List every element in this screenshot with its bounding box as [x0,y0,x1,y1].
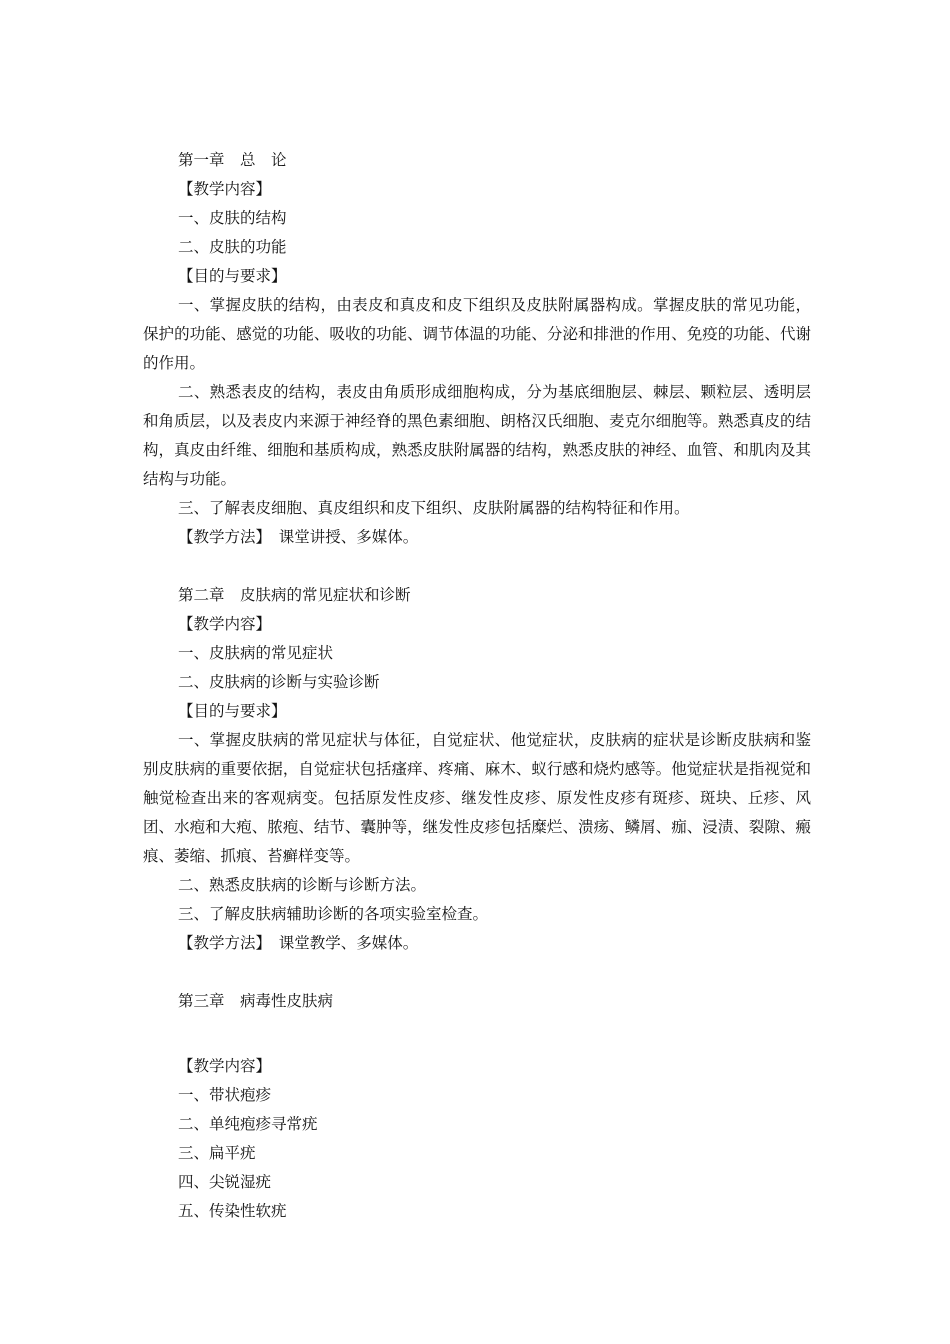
teaching-method: 【教学方法】 课堂教学、多媒体。 [178,934,419,952]
content-item: 二、皮肤病的诊断与实验诊断 [178,673,380,691]
chapter-title: 第一章 总 论 [178,151,287,169]
goal-paragraph: 三、了解皮肤病辅助诊断的各项实验室检查。 [178,905,489,923]
chapter-title: 第二章 皮肤病的常见症状和诊断 [178,586,411,604]
teaching-method: 【教学方法】 课堂讲授、多媒体。 [178,528,419,546]
content-item: 二、皮肤的功能 [178,238,287,256]
chapter-title: 第三章 病毒性皮肤病 [178,992,334,1010]
spacer [143,552,811,581]
section-heading-goals: 【目的与要求】 [178,267,287,285]
content-item: 一、皮肤病的常见症状 [178,644,334,662]
goal-paragraph: 三、了解表皮细胞、真皮组织和皮下组织、皮肤附属器的结构特征和作用。 [178,499,690,517]
content-item: 一、带状疱疹 [178,1086,272,1104]
section-heading-content: 【教学内容】 [178,180,272,198]
section-heading-content: 【教学内容】 [178,1057,272,1075]
content-item: 一、皮肤的结构 [178,209,287,227]
content-item: 三、扁平疣 [178,1144,256,1162]
chapter-2 [143,581,811,958]
content-item: 二、单纯疱疹寻常疣 [178,1115,318,1133]
content-item: 四、尖锐湿疣 [178,1173,272,1191]
goal-paragraph: 一、掌握皮肤的结构，由表皮和真皮和皮下组织及皮肤附属器构成。掌握皮肤的常见功能，保护的功能、感觉的功能、吸收的功能、调节体温的功能、分泌和排泄的作用、免疫的功能、代谢的作用。 [143,296,811,372]
spacer [143,958,811,987]
chapter-3 [143,987,811,1226]
document-page [143,146,811,1226]
content-item: 五、传染性软疣 [178,1202,287,1220]
section-heading-goals: 【目的与要求】 [178,702,287,720]
section-heading-content: 【教学内容】 [178,615,272,633]
goal-paragraph: 二、熟悉表皮的结构，表皮由角质形成细胞构成，分为基底细胞层、棘层、颗粒层、透明层和角质层，以及表皮内来源于神经脊的黑色素细胞、朗格汉氏细胞、麦克尔细胞等。熟悉真皮的结构，真皮由纤维、细胞和基质构成，熟悉皮肤附属器的结构，熟悉皮肤的神经、血管、和肌肉及其结构与功能。 [143,383,811,488]
goal-paragraph: 二、熟悉皮肤病的诊断与诊断方法。 [178,876,427,894]
chapter-1 [143,146,811,552]
goal-paragraph: 一、掌握皮肤病的常见症状与体征，自觉症状、他觉症状，皮肤病的症状是诊断皮肤病和鉴别皮肤病的重要依据，自觉症状包括瘙痒、疼痛、麻木、蚁行感和烧灼感等。他觉症状是指视觉和触觉检查出来的客观病变。包括原发性皮疹、继发性皮疹、原发性皮疹有斑疹、斑块、丘疹、风团、水疱和大疱、脓疱、结节、囊肿等，继发性皮疹包括糜烂、溃疡、鳞屑、痂、浸渍、裂隙、瘢痕、萎缩、抓痕、苔癣样变等。 [143,731,811,865]
spacer [143,1016,811,1052]
